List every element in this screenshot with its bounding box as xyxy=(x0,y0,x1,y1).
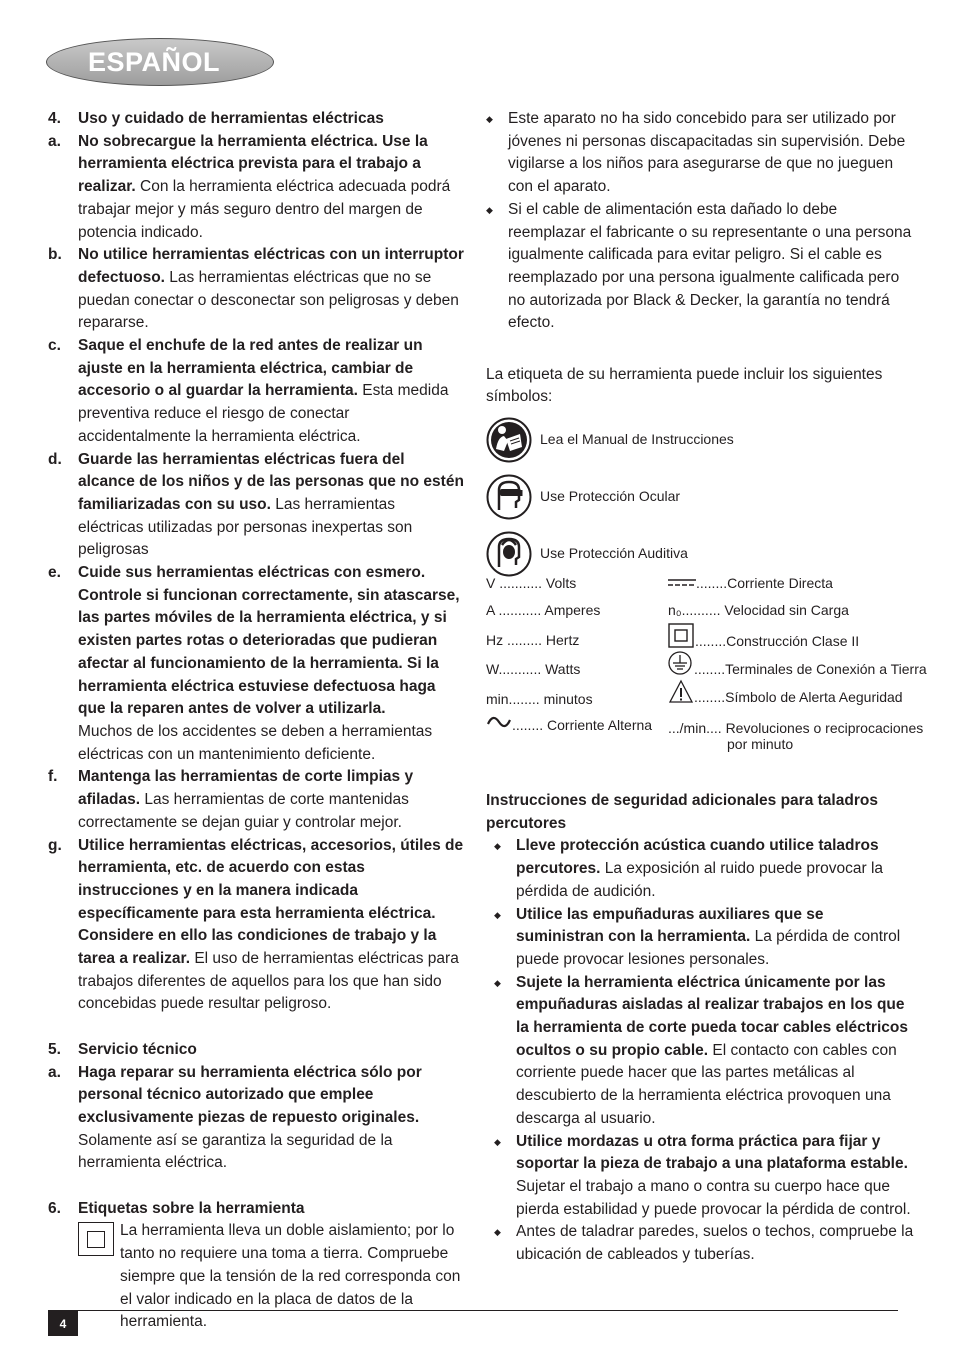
item-label: d. xyxy=(48,450,62,468)
item-bold: No utilice herramientas eléctricas con un interruptor defectuoso. xyxy=(78,246,464,286)
direct-current-icon xyxy=(668,577,696,589)
unit-hertz: Hz ......... Hertz xyxy=(486,632,580,648)
unit-rpm: .../min.... Revoluciones o reciprocaciones xyxy=(668,720,924,736)
item-text: Solamente así se garantiza la seguridad de la herramienta eléctrica. xyxy=(78,1131,393,1172)
item-4b xyxy=(48,244,464,335)
unit-dc xyxy=(668,575,833,591)
alternating-current-icon xyxy=(486,711,512,733)
language-badge xyxy=(46,38,274,86)
symbol-manual xyxy=(486,411,914,468)
item-bold: Utilice mordazas u otra forma práctica para fijar y soportar la pieza de trabajo a una plataforma estable. xyxy=(516,1132,908,1173)
item-text: Muchos de los accidentes se deben a herramientas eléctricas con un mantenimiento deficiente. xyxy=(78,722,433,763)
item-bold: Mantenga las herramientas de corte limpias y afiladas. xyxy=(78,768,414,809)
item-text: Con la herramienta eléctrica adecuada podrá trabajar mejor y más seguro dentro del margen de potencia indicado. xyxy=(78,178,451,241)
item-text: Las herramientas eléctricas que no se puedan conectar o desconectar son peligrosas y deben repararse. xyxy=(78,268,459,332)
symbol-eye xyxy=(486,468,914,525)
unit-label: ........ Corriente Alterna xyxy=(512,717,653,733)
unit-rpm-cont: por minuto xyxy=(727,736,794,752)
item-label: e. xyxy=(48,564,61,582)
item-text: La exposición al ruido puede provocar la pérdida de audición. xyxy=(516,860,884,900)
item-bold: Sujete la herramienta eléctrica únicamente por las empuñaduras aisladas al realizar trabajos en los que la herramienta de corte pueda tocar cables eléctricos ocultos o su propio cable. xyxy=(516,973,908,1059)
language-label: ESPAÑOL xyxy=(87,46,220,77)
item-bold: Utilice herramientas eléctricas, accesorios, útiles de herramienta, etc. de acuerdo con estas instrucciones y en la manera indicada específicamente para esta herramienta eléctrica. Considere en ello las condiciones de trabajo y la tarea a realizar. xyxy=(78,836,464,968)
item-bold: Haga reparar su herramienta eléctrica sólo por personal técnico autorizado que emplee exclusivamente piezas de repuesto originales. xyxy=(78,1063,422,1126)
item-label: a. xyxy=(48,1063,61,1081)
extra-bullet-4 xyxy=(486,1131,914,1222)
section-5-heading xyxy=(48,1039,464,1062)
unit-alert xyxy=(668,679,903,705)
item-4e xyxy=(48,562,464,766)
class-ii-icon xyxy=(78,1222,114,1256)
unit-label: ........Símbolo de Alerta Aeguridad xyxy=(694,689,903,705)
item-bold: Guarde las herramientas eléctricas fuera del alcance de los niños y de las personas que no estén familiarizadas con su uso. xyxy=(78,450,464,513)
symbol-ear xyxy=(486,525,914,582)
extra-bullet-2 xyxy=(486,904,914,972)
item-text: Las herramientas de corte mantenidas correctamente se dejan guiar y controlar mejor. xyxy=(78,791,409,831)
item-bold: Saque el enchufe de la red antes de realizar un ajuste en la herramienta eléctrica, cambiar de accesorio o al guardar la herramienta. xyxy=(78,337,423,400)
item-label: c. xyxy=(48,337,61,355)
section-title: Servicio técnico xyxy=(78,1040,197,1058)
symbol-label: Use Protección Ocular xyxy=(540,488,681,505)
warning-triangle-icon xyxy=(668,679,694,705)
item-label: f. xyxy=(48,768,58,786)
ear-protection-icon xyxy=(486,531,532,577)
unit-minutes: min........ minutos xyxy=(486,691,593,707)
item-5a xyxy=(48,1062,464,1176)
section-4-heading xyxy=(48,108,464,131)
class-ii-text: La herramienta lleva un doble aislamiento; por lo tanto no requiere una toma a tierra. Compruebe siempre que la tensión de la red corresponda con el valor indicado en la placa de datos de la herramienta. xyxy=(120,1222,461,1331)
item-4g xyxy=(48,835,464,1017)
section-number: 5. xyxy=(48,1040,61,1058)
item-text: El contacto con cables con corriente puede hacer que las partes metálicas al descubierto de la herramienta eléctrica provoquen una descarga al usuario. xyxy=(516,1041,897,1127)
item-bold: No sobrecargue la herramienta eléctrica. Use la herramienta eléctrica prevista para el trabajo a realizar. xyxy=(78,132,428,196)
extra-bullet-1 xyxy=(486,835,914,903)
unit-no-load-speed: n₀.......... Velocidad sin Carga xyxy=(668,602,849,618)
unit-volts: V ........... Volts xyxy=(486,575,577,591)
item-text: La pérdida de control puede provocar lesiones personales. xyxy=(516,928,901,968)
page-number: 4 xyxy=(48,1311,78,1336)
eye-protection-icon xyxy=(486,474,532,520)
item-4c xyxy=(48,335,464,449)
right-column xyxy=(486,108,914,582)
unit-label: ........Corriente Directa xyxy=(696,575,833,591)
extra-bullet-5 xyxy=(486,1221,914,1266)
label-intro: La etiqueta de su herramienta puede incluir los siguientes símbolos: xyxy=(486,365,883,406)
unit-class-ii xyxy=(668,623,859,649)
item-4f xyxy=(48,766,464,834)
symbol-label: Lea el Manual de Instrucciones xyxy=(540,431,734,448)
item-label: b. xyxy=(48,246,62,264)
extra-instructions xyxy=(486,790,914,1267)
item-text: Sujetar el trabajo a mano o contra su cuerpo hace que pierda estabilidad y puede provocar la pérdida de control. xyxy=(516,1177,911,1218)
item-label: g. xyxy=(48,836,62,854)
item-text: El uso de herramientas eléctricas para trabajos diferentes de aquellos para los que han sido concebidas puede resultar peligroso. xyxy=(78,950,459,1013)
section-title: Uso y cuidado de herramientas eléctricas xyxy=(78,110,384,127)
unit-ac xyxy=(486,711,652,733)
left-column xyxy=(48,108,464,1334)
section-6-heading xyxy=(48,1198,464,1221)
item-text: Las herramientas eléctricas utilizadas por personas inexpertas son peligrosas xyxy=(78,495,413,559)
bullet-text: Si el cable de alimentación esta dañado lo debe reemplazar el fabricante o su representante o una persona igualmente calificada para evitar peligro. Si el cable es reemplazado por una persona igualmente calificada pero no autorizada por Black & Decker, la garantía no tendrá efecto. xyxy=(508,200,912,332)
item-4d xyxy=(48,449,464,563)
footer-rule xyxy=(48,1310,898,1311)
unit-amperes: A ........... Amperes xyxy=(486,602,601,618)
item-label: a. xyxy=(48,132,61,150)
item-4a xyxy=(48,131,464,245)
bullet-supervision xyxy=(486,108,914,199)
item-text: Esta medida preventiva reduce el riesgo de conectar accidentalmente la herramienta eléctrica. xyxy=(78,382,449,445)
earth-terminal-icon xyxy=(668,651,694,677)
item-bold: Cuide sus herramientas eléctricas con esmero. Controle si funcionan correctamente, sin atascarse, las partes móviles de la herramienta eléctrica, y si existen partes rotas o deterioradas que pudieran afectar al funcionamiento de la herramienta. Si la herramienta eléctrica estuviese defectuosa haga que la reparen antes de volver a utilizarla. xyxy=(78,564,460,718)
unit-earth xyxy=(668,651,927,677)
bullet-cable xyxy=(486,199,914,335)
section-title: Etiquetas sobre la herramienta xyxy=(78,1199,305,1217)
extra-title-text: Instrucciones de seguridad adicionales para taladros percutores xyxy=(486,792,878,832)
class-ii-icon xyxy=(668,623,695,649)
symbol-label: Use Protección Auditiva xyxy=(540,545,688,562)
item-bold: Utilice las empuñaduras auxiliares que se suministran con la herramienta. xyxy=(516,905,824,946)
extra-title xyxy=(486,790,914,835)
unit-label: ........Construcción Clase II xyxy=(695,633,860,649)
item-text: Antes de taladrar paredes, suelos o techos, compruebe la ubicación de cableados y tuberías. xyxy=(516,1223,914,1264)
section-number: 4. xyxy=(48,110,61,127)
extra-bullet-3 xyxy=(486,972,914,1131)
class-ii-note xyxy=(48,1220,464,1334)
bullet-text: Este aparato no ha sido concebido para ser utilizado por jóvenes ni personas discapacitadas sin supervisión. Debe vigilarse a los niños para asegurarse de que no jueguen con el aparato. xyxy=(508,110,906,196)
item-bold: Lleve protección acústica cuando utilice taladros percutores. xyxy=(516,837,879,878)
read-manual-icon xyxy=(486,417,532,463)
section-number: 6. xyxy=(48,1199,61,1217)
unit-label: ........Terminales de Conexión a Tierra xyxy=(694,661,927,677)
unit-watts: W........... Watts xyxy=(486,661,581,677)
